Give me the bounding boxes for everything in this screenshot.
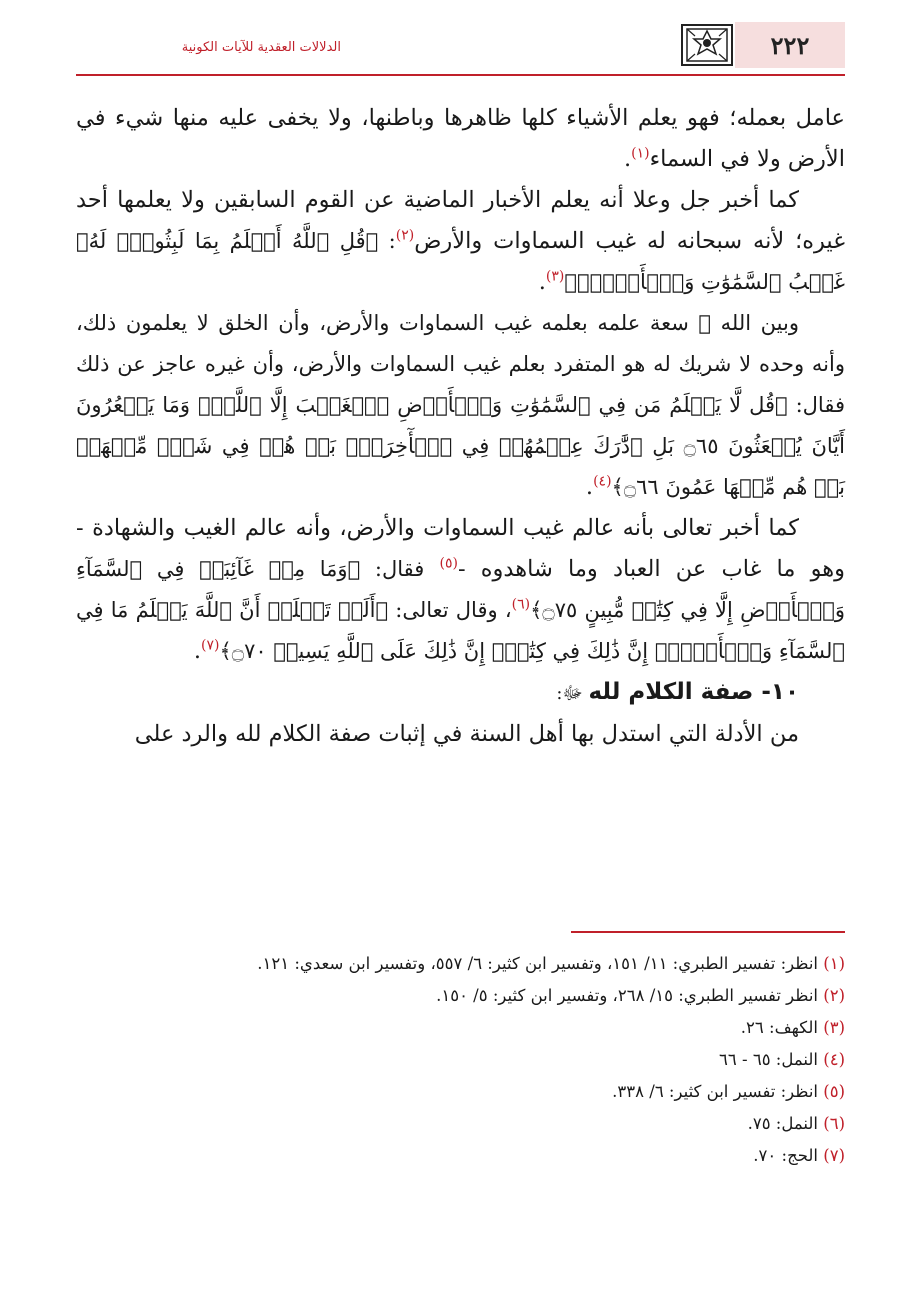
footnote-3 [76, 1012, 845, 1044]
footnote-number: (٧) [823, 1146, 845, 1165]
p3-text: وبين الله ﷻ سعة علمه بعلمه غيب السماوات والأرض، وأن الخلق لا يعلمون ذلك، وأنه وحده لا شريك له هو المتفرد بعلم غيب السماوات والأرض، وأن غيره عاجز عن ذلك فقال: ﴿قُل لَّا يَعۡلَمُ مَن فِي ٱلسَّمَٰوَٰتِ وَٱلۡأَرۡضِ ٱلۡغَيۡبَ إِلَّا ٱللَّهُۚ وَمَا يَشۡعُرُونَ أَيَّانَ يُبۡعَثُونَ ۝٦٥ بَلِ ٱدَّٰرَكَ عِلۡمُهُمۡ فِي ٱلۡأٓخِرَةِۚ بَلۡ هُمۡ فِي شَكّٖ مِّنۡهَاۖ بَلۡ هُم مِّنۡهَا عَمُونَ ۝٦٦﴾ [76, 311, 845, 499]
header-divider [76, 74, 845, 76]
footnote-ref-4[interactable]: (٤) [593, 473, 612, 490]
footnote-ref-2[interactable]: (٢) [395, 227, 415, 244]
paragraph-3 [76, 303, 845, 508]
footnote-ref-1[interactable]: (١) [631, 145, 650, 162]
paragraph-1 [76, 98, 845, 180]
page-number-text: ٢٢٢ [770, 30, 810, 60]
section-heading-suffix: ﷻ: [556, 683, 589, 704]
footnote-number: (٦) [823, 1114, 845, 1133]
paragraph-5 [76, 714, 845, 755]
footnote-text: انظر: تفسير الطبري: ١١/ ١٥١، وتفسير ابن كثير: ٦/ ٥٥٧، وتفسير ابن سعدي: ١٢١. [257, 954, 818, 973]
footnote-7 [76, 1140, 845, 1172]
paragraph-4 [76, 508, 845, 672]
footnote-text: الحج: ٧٠. [753, 1146, 818, 1165]
footnote-ref-6[interactable]: (٦) [511, 596, 531, 613]
footnote-text: انظر تفسير الطبري: ١٥/ ٢٦٨، وتفسير ابن كثير: ٥/ ١٥٠. [436, 986, 818, 1005]
footnote-divider [571, 931, 845, 933]
paragraph-2 [76, 180, 845, 303]
p1-end: . [623, 146, 632, 172]
p4-text-a: كما أخبر تعالى بأنه عالم غيب السماوات والأرض، وأنه عالم الغيب والشهادة - وهو ما غاب عن العباد وما شاهدوه - [76, 515, 845, 582]
footnote-text: انظر: تفسير ابن كثير: ٦/ ٣٣٨. [612, 1082, 818, 1101]
footnote-ref-7[interactable]: (٧) [201, 637, 220, 654]
footnote-number: (٤) [823, 1050, 845, 1069]
footnote-text: النمل: ٦٥ - ٦٦ [719, 1050, 818, 1069]
footnote-ref-5[interactable]: (٥) [439, 555, 458, 572]
footnote-ref-3[interactable]: (٣) [545, 268, 565, 285]
section-heading [76, 672, 845, 714]
quran-verse-hajj-70: ، وقال تعالى: ﴿أَلَمۡ تَعۡلَمۡ أَنَّ ٱللَّهَ يَعۡلَمُ مَا فِي ٱلسَّمَآءِ وَٱلۡأَرۡضِۚ إِنَّ ذَٰلِكَ فِي كِتَٰبٍۚ إِنَّ ذَٰلِكَ عَلَى ٱللَّهِ يَسِيرٞ ۝٧٠﴾ [76, 598, 845, 663]
p2-end: . [538, 269, 546, 295]
quran-verse-naml-75: فقال: ﴿وَمَا مِنۡ غَآئِبَةٖ فِي ٱلسَّمَآءِ وَٱلۡأَرۡضِ إِلَّا فِي كِتَٰبٖ مُّبِينٍ ۝٧٥﴾ [76, 557, 846, 622]
footnote-number: (١) [823, 954, 845, 973]
footnote-text: الكهف: ٢٦. [740, 1018, 818, 1037]
p1-text: عامل بعمله؛ فهو يعلم الأشياء كلها ظاهرها وباطنها، ولا يخفى عليه منها شيء في الأرض ولا في السماء [76, 105, 845, 172]
footnote-4 [76, 1044, 845, 1076]
page-number [735, 22, 845, 68]
p3-end: . [585, 474, 594, 500]
footnotes [76, 948, 845, 1172]
footnote-number: (٢) [823, 986, 845, 1005]
footnote-1 [76, 948, 845, 980]
p4-end: . [193, 638, 201, 664]
p5-text: من الأدلة التي استدل بها أهل السنة في إثبات صفة الكلام لله والرد على [134, 721, 799, 747]
footnote-2 [76, 980, 845, 1012]
main-body [76, 98, 845, 755]
footnote-number: (٣) [823, 1018, 845, 1037]
footnote-5 [76, 1076, 845, 1108]
running-header-title: الدلالات العقدية للآيات الكونية [181, 40, 341, 55]
p2-text-a: كما أخبر جل وعلا أنه يعلم الأخبار الماضية عن القوم السابقين ولا يعلمها أحد غيره؛ لأنه سبحانه له غيب السماوات والأرض [76, 187, 845, 254]
section-heading-text: ١٠- صفة الكلام لله [588, 679, 799, 705]
footnote-number: (٥) [823, 1082, 845, 1101]
footnote-6 [76, 1108, 845, 1140]
decorative-ornament-icon [679, 22, 735, 68]
ornament-svg [681, 24, 733, 66]
quran-verse-kahf: : ﴿قُلِ ٱللَّهُ أَعۡلَمُ بِمَا لَبِثُواْۖ لَهُۥ غَيۡبُ ٱلسَّمَٰوَٰتِ وَٱلۡأَرۡضِۖ﴾ [76, 229, 845, 294]
footnote-text: النمل: ٧٥. [747, 1114, 818, 1133]
